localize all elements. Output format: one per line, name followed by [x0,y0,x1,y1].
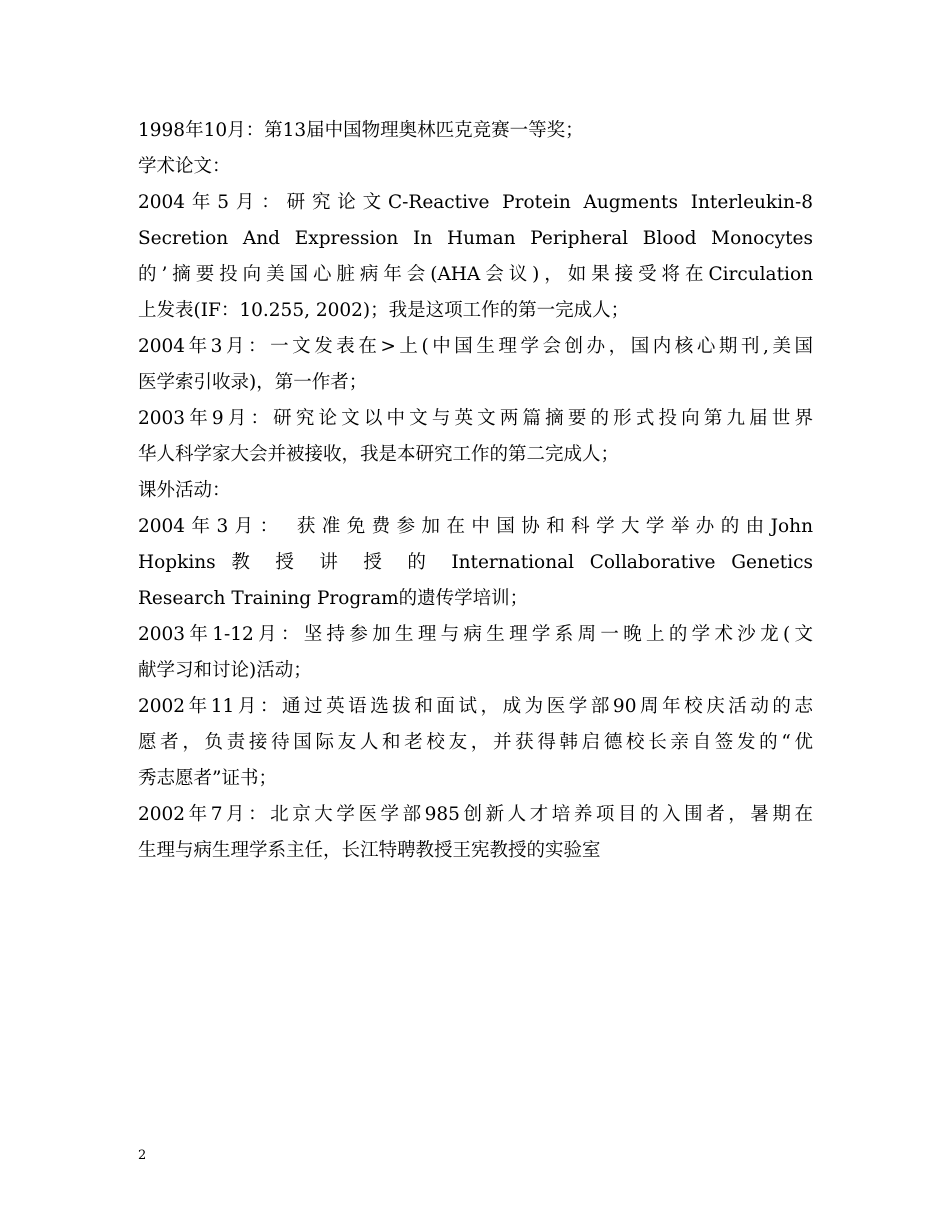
text-line: 医学索引收录)，第一作者； [138,372,368,393]
section-heading-extracurricular: 课外活动： [138,480,231,501]
text-line: Research Training Program的遗传学培训； [138,588,529,609]
text-line: Hopkins 教 授 讲 授 的 International Collaborative Genetics [138,552,813,573]
text-line: 2003年1-12月：坚持参加生理与病生理学系周一晚上的学术沙龙(文 [138,624,813,645]
text-line: 愿者，负责接待国际友人和老校友，并获得韩启德校长亲自签发的“优 [138,732,813,753]
text-line: 2004年3月： 获准免费参加在中国协和科学大学举办的由John [138,516,813,537]
text-line: 生理与病生理学系主任，长江特聘教授王宪教授的实验室 [138,840,601,861]
text-line: Secretion And Expression In Human Peripheral Blood Monocytes [138,228,813,249]
text-line: 2002年11月：通过英语选拔和面试，成为医学部90周年校庆活动的志 [138,696,813,717]
page-number: 2 [138,1148,147,1163]
text-line: 秀志愿者”证书； [138,768,277,789]
text-line: 献学习和讨论)活动； [138,660,312,681]
text-line: 2002年7月：北京大学医学部985创新人才培养项目的入围者，暑期在 [138,804,813,825]
document-body [138,113,813,869]
text-line: 2004年5月：研究论文C-Reactive Protein Augments Interleukin-8 [138,192,813,213]
text-line: 上发表(IF：10.255, 2002)；我是这项工作的第一完成人； [138,300,630,321]
text-line: 2004年3月：一文发表在>上(中国生理学会创办，国内核心期刊,美国 [138,336,813,357]
text-line: 的’摘要投向美国心脏病年会(AHA会议)，如果接受将在Circulation [138,264,813,285]
text-line: 2003年9月：研究论文以中文与英文两篇摘要的形式投向第九届世界 [138,408,813,429]
section-heading-academic-papers: 学术论文： [138,156,231,177]
text-line: 1998年10月：第13届中国物理奥林匹克竞赛一等奖； [138,120,584,141]
text-line: 华人科学家大会并被接收，我是本研究工作的第二完成人； [138,444,620,465]
